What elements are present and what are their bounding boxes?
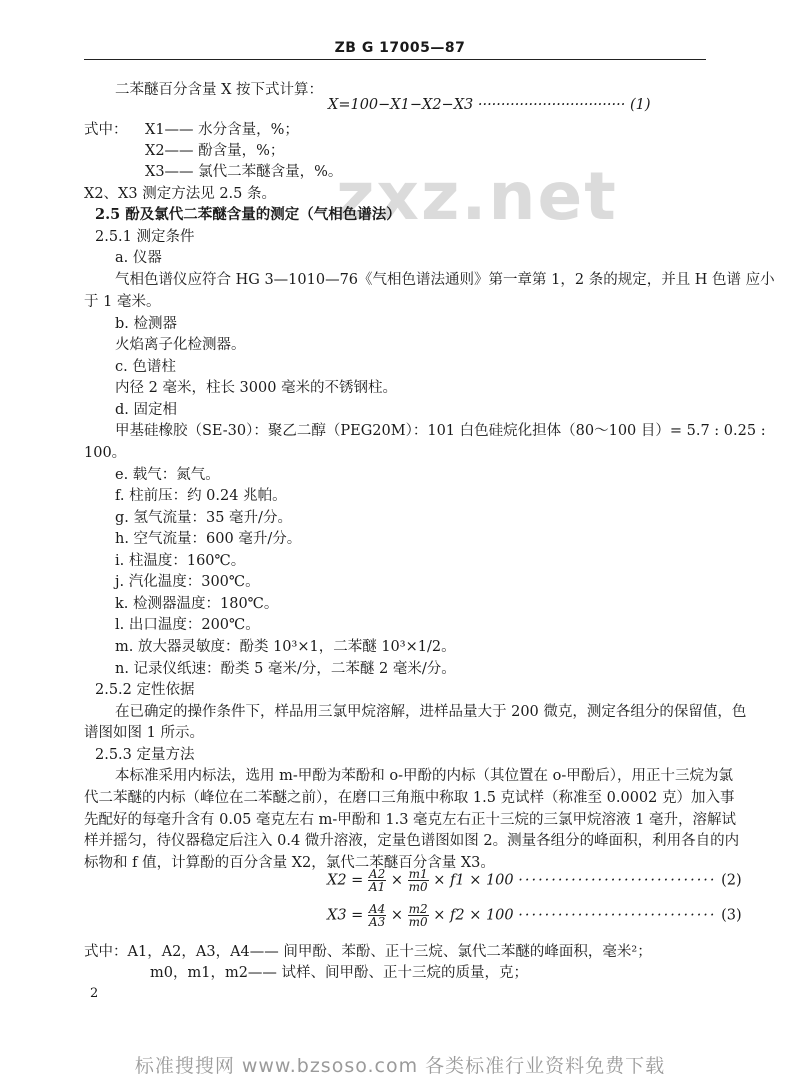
text-line: 先配好的每毫升含有 0.05 毫克左右 m-甲酚和 1.3 毫克左右正十三烷的三氯甲烷溶液 1 毫升，溶解试 [84,812,736,828]
text-line: X3—— 氯代二苯醚含量，%。 [145,164,343,180]
text-line: 在已确定的操作条件下，样品用三氯甲烷溶解，进样品量大于 200 微克，测定各组分的保留值，色 [115,704,747,720]
list-item: i. 柱温度：160℃。 [115,553,246,569]
text-line: 甲基硅橡胶（SE-30）：聚乙二醇（PEG20M）：101 白色硅烷化担体（80～100 目）= 5.7 : 0.25 : [115,423,766,439]
text-line: 式中：A1，A2，A3，A4—— 间甲酚、苯酚、正十三烷、氯代二苯醚的峰面积，毫米²； [84,944,652,960]
text-line: X2、X3 测定方法见 2.5 条。 [84,186,276,202]
eq2-fraction-2 [408,868,429,893]
text-line: 于 1 毫米。 [84,294,161,310]
eq2-dots: ······························ [518,872,717,889]
eq3-rhs: × f2 × 100 [433,907,514,924]
eq2-den1: A1 [368,880,386,894]
equation-2 [327,868,742,893]
text-line: 谱图如图 1 所示。 [84,725,204,741]
list-item: e. 载气：氮气。 [115,467,220,483]
eq2-num1: A2 [368,867,386,881]
subsection-heading: 2.5.3 定量方法 [95,747,195,763]
eq2-number: (2) [721,872,742,889]
list-item: k. 检测器温度：180℃。 [115,596,279,612]
eq2-times: × [390,872,403,889]
eq3-number: (3) [721,907,742,924]
eq2-lhs: X2 = [327,872,364,889]
eq3-num1: A4 [368,902,386,916]
eq3-fraction-1 [368,903,386,928]
subsection-heading: 2.5.2 定性依据 [95,682,195,698]
text-line: 样并摇匀，待仪器稳定后注入 0.4 微升溶液，定量色谱图如图 2。测量各组分的峰面积，利用各自的内 [84,833,740,849]
list-item: h. 空气流量：600 毫升/分。 [115,531,302,547]
text-line: 内径 2 毫米，柱长 3000 毫米的不锈钢柱。 [115,380,398,396]
text-line: 火焰离子化检测器。 [115,337,246,353]
eq3-dots: ······························ [518,907,717,924]
eq2-fraction-1 [368,868,386,893]
text-line: 标物和 f 值，计算酚的百分含量 X2，氯代二苯醚百分含量 X3。 [84,855,495,871]
watermark: zxz.net [336,158,618,235]
list-item: d. 固定相 [115,402,177,418]
text-line: 二苯醚百分含量 X 按下式计算： [115,82,324,98]
eq2-num2: m1 [408,867,428,881]
text-line: 代二苯醚的内标（峰位在二苯醚之前），在磨口三角瓶中称取 1.5 克试样（称准至 0.0002 克）加入事 [84,790,735,806]
list-item: c. 色谱柱 [115,359,176,375]
list-item: a. 仪器 [115,250,162,266]
subsection-heading: 2.5.1 测定条件 [95,229,195,245]
eq2-den2: m0 [408,880,428,894]
eq2-rhs: × f1 × 100 [433,872,514,889]
text-line: 本标准采用内标法，选用 m-甲酚为苯酚和 o-甲酚的内标（其位置在 o-甲酚后），用正十三烷为氯 [115,768,733,784]
list-item: b. 检测器 [115,316,177,332]
eq3-times: × [390,907,403,924]
text-line: X1—— 水分含量，%； [145,122,299,138]
header-rule [84,59,706,60]
page-number: 2 [90,986,99,1001]
eq3-lhs: X3 = [327,907,364,924]
list-item: m. 放大器灵敏度：酚类 10³×1，二苯醚 10³×1/2。 [115,639,456,655]
equation-1: X=100−X1−X2−X3 ································ (1) [328,97,651,113]
list-item: f. 柱前压：约 0.24 兆帕。 [115,488,287,504]
eq3-den1: A3 [368,915,386,929]
footer-watermark: 标准搜搜网 www.bzsoso.com 各类标准行业资料免费下载 [134,1055,666,1077]
equation-3 [327,903,742,928]
list-item: g. 氢气流量：35 毫升/分。 [115,510,292,526]
header-standard-code: ZB G 17005—87 [334,40,466,56]
text-line: 式中： [84,122,128,138]
text-line: 100。 [84,445,127,461]
list-item: l. 出口温度：200℃。 [115,617,260,633]
text-line: m0，m1，m2—— 试样、间甲酚、正十三烷的质量，克； [150,965,529,981]
text-line: X2—— 酚含量，%； [145,143,285,159]
eq3-fraction-2 [408,903,429,928]
eq3-num2: m2 [408,902,428,916]
eq3-den2: m0 [408,915,428,929]
list-item: j. 汽化温度：300℃。 [115,574,260,590]
text-line: 气相色谱仪应符合 HG 3—1010—76《气相色谱法通则》第一章第 1，2 条的规定，并且 H 色谱 应小 [115,272,775,288]
list-item: n. 记录仪纸速：酚类 5 毫米/分，二苯醚 2 毫米/分。 [115,661,456,677]
section-heading: 2.5 酚及氯代二苯醚含量的测定（气相色谱法） [95,206,401,223]
